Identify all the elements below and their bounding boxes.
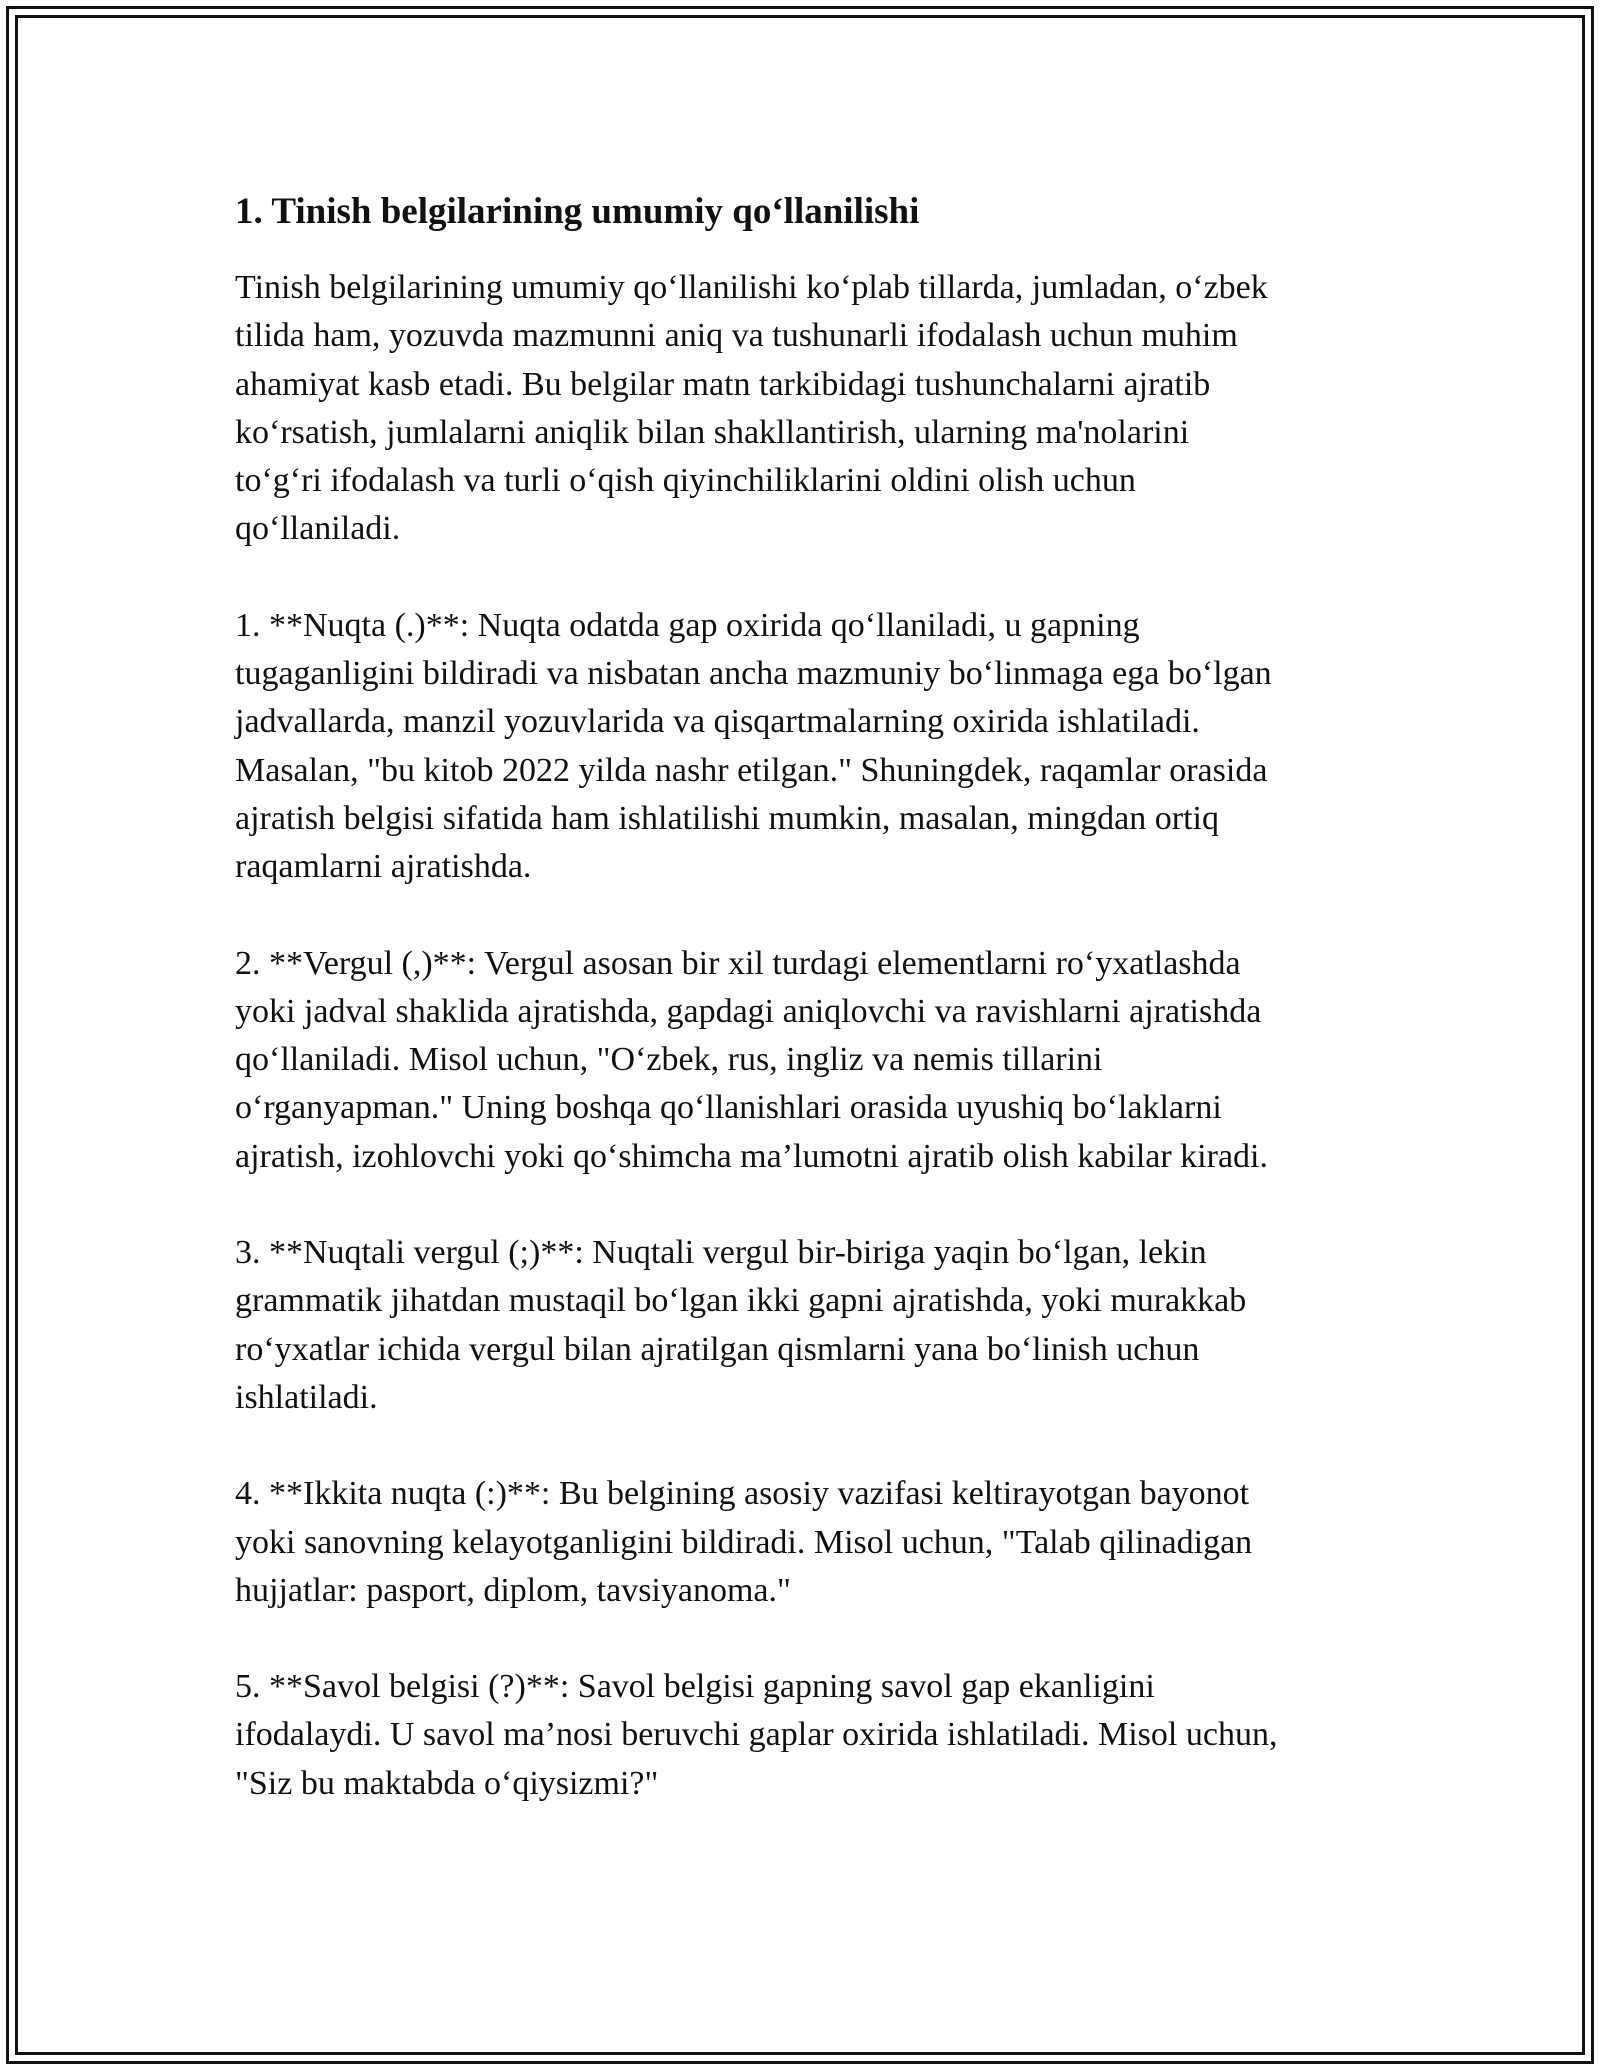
- list-item-ikkita-nuqta: 4. **Ikkita nuqta (:)**: Bu belgining asosiy vazifasi keltirayotgan bayonot yoki sanovning kelayotganligini bildiradi. Misol uchun, "Talab qilinadigan hujjatlar: pasport, diplom, tavsiyanoma.": [235, 1475, 1253, 1609]
- list-item-nuqtali-vergul: 3. **Nuqtali vergul (;)**: Nuqtali vergul bir-biriga yaqin bo‘lgan, lekin grammatik jihatdan mustaqil bo‘lgan ikki gapni ajratishda, yoki murakkab ro‘yxatlar ichida vergul bilan ajratilgan qismlarni yana bo‘linish uchun ishlatiladi.: [235, 1234, 1247, 1416]
- document-body: [235, 186, 1385, 1856]
- section-heading: 1. Tinish belgilarining umumiy qo‘llanilishi: [235, 191, 920, 232]
- list-item-savol-belgisi: 5. **Savol belgisi (?)**: Savol belgisi gapning savol gap ekanligini ifodalaydi. U savol ma’nosi beruvchi gaplar oxirida ishlatiladi. Misol uchun, "Siz bu maktabda o‘qiysizmi?": [235, 1668, 1278, 1802]
- list-item-nuqta: 1. **Nuqta (.)**: Nuqta odatda gap oxirida qo‘llaniladi, u gapning tugaganligini bildiradi va nisbatan ancha mazmuniy bo‘linmaga ega bo‘lgan jadvallarda, manzil yozuvlarida va qisqartmalarning oxirida ishlatiladi. Masalan, "bu kitob 2022 yilda nashr etilgan." Shuningdek, raqamlar orasida ajratish belgisi sifatida ham ishlatilishi mumkin, masalan, mingdan ortiq raqamlarni ajratishda.: [235, 606, 1272, 886]
- intro-paragraph: Tinish belgilarining umumiy qo‘llanilishi ko‘plab tillarda, jumladan, o‘zbek tilida ham, yozuvda mazmunni aniq va tushunarli ifodalash uchun muhim ahamiyat kasb etadi. Bu belgilar matn tarkibidagi tushunchalarni ajratib ko‘rsatish, jumlalarni aniqlik bilan shakllantirish, ularning ma'nolarini to‘g‘ri ifodalash va turli o‘qish qiyinchiliklarini oldini olish uchun qo‘llaniladi.: [235, 269, 1268, 548]
- list-item-vergul: 2. **Vergul (,)**: Vergul asosan bir xil turdagi elementlarni ro‘yxatlashda yoki jadval shaklida ajratishda, gapdagi aniqlovchi va ravishlarni ajratishda qo‘llaniladi. Misol uchun, "O‘zbek, rus, ingliz va nemis tillarini o‘rganyapman." Uning boshqa qo‘llanishlari orasida uyushiq bo‘laklarni ajratish, izohlovchi yoki qo‘shimcha ma’lumotni ajratib olish kabilar kiradi.: [235, 944, 1268, 1175]
